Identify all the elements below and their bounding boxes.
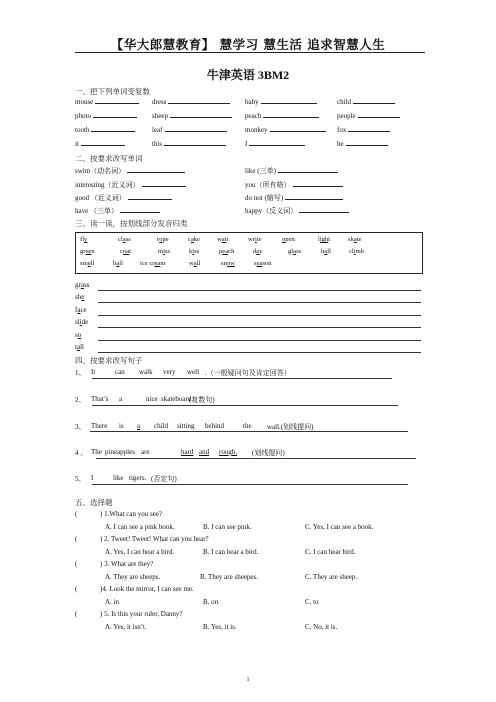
word: dress	[152, 98, 167, 106]
plural-item	[152, 98, 230, 106]
question-text: )4. Look the mirror, I can see me.	[100, 585, 194, 593]
item-number: 5、	[75, 475, 86, 483]
phonics-word-box	[75, 232, 423, 274]
word: it	[75, 140, 79, 148]
option-a[interactable]: A. Yes, it isn’t.	[105, 623, 147, 631]
sort-label: slide	[75, 318, 89, 326]
phonics-word: kiss	[189, 248, 200, 255]
answer-blank[interactable]	[91, 130, 135, 132]
sentence-word: hard	[181, 448, 194, 456]
prompt: swim（动名词）	[75, 167, 126, 175]
prompt: you（所有格）	[245, 181, 291, 189]
rewrite-item	[245, 193, 343, 203]
answer-blank[interactable]	[165, 130, 227, 132]
word: child	[337, 98, 351, 106]
page-number: 1	[246, 677, 250, 683]
word: fox	[337, 126, 347, 134]
phonics-word: green	[80, 248, 95, 255]
section-5-heading: 五、选择题	[75, 498, 113, 507]
answer-blank[interactable]	[358, 116, 400, 118]
word: people	[337, 112, 356, 120]
phonics-word: fly	[80, 236, 88, 243]
sentence-word: wall.(划线提问)	[267, 423, 314, 431]
answer-blank[interactable]	[270, 130, 326, 132]
item-number: 4 、	[75, 449, 88, 457]
option-b[interactable]: B. I can hear a bird.	[203, 548, 259, 556]
prompt: like (三单)	[245, 167, 276, 175]
sentence-word: .（一般疑问句及肯定回答）	[205, 369, 291, 377]
phonics-word: coat	[120, 248, 132, 255]
answer-line[interactable]	[90, 431, 408, 432]
phonics-word: wall	[189, 260, 201, 267]
sentence-word: (划线提问)	[252, 449, 285, 457]
answer-line[interactable]	[92, 378, 392, 379]
sentence-item	[75, 448, 425, 458]
sort-answer-line[interactable]	[98, 290, 421, 291]
prompt: good （近义词）	[75, 194, 126, 202]
sentence-word: That’s	[91, 395, 109, 403]
phonics-word: season	[254, 260, 272, 267]
answer-paren[interactable]: (	[75, 535, 78, 543]
sort-answer-line[interactable]	[98, 327, 421, 328]
plural-item	[75, 98, 139, 106]
rewrite-item	[75, 193, 172, 203]
sentence-word: (复数句)	[189, 396, 215, 404]
answer-paren[interactable]: (	[75, 610, 78, 618]
sentence-word: It	[91, 368, 96, 376]
plural-item	[75, 140, 125, 148]
header-rule	[75, 52, 425, 53]
sentence-word: walk	[139, 368, 153, 376]
option-a[interactable]: A. Yes, I can hear a bird.	[105, 548, 175, 556]
word: baby	[245, 98, 259, 106]
option-b[interactable]: B. I can see pink.	[203, 523, 252, 531]
plural-item	[337, 140, 388, 148]
sentence-word: rough.	[219, 448, 238, 456]
rewrite-item	[245, 180, 343, 190]
word: tooth	[75, 126, 90, 134]
rewrite-item	[245, 166, 338, 176]
plural-item	[152, 112, 232, 120]
phonics-word: hall	[321, 248, 331, 255]
answer-blank[interactable]	[127, 171, 185, 173]
sort-answer-line[interactable]	[98, 352, 421, 353]
answer-line[interactable]	[92, 484, 408, 485]
plural-item	[337, 98, 395, 106]
sentence-word: is	[119, 422, 124, 430]
answer-line[interactable]	[96, 458, 416, 459]
prompt: do not (缩写)	[245, 194, 284, 202]
option-b[interactable]: B. on	[203, 598, 219, 606]
answer-blank[interactable]	[120, 211, 160, 213]
word: mouse	[75, 98, 94, 106]
sentence-word: well	[187, 368, 200, 376]
sentence-item	[75, 395, 425, 405]
sentence-word: a	[119, 395, 123, 403]
answer-blank[interactable]	[81, 144, 125, 146]
phonics-word: class	[118, 236, 131, 243]
phonics-word: ice cream	[140, 260, 166, 267]
phonics-word: light	[318, 236, 331, 243]
answer-blank[interactable]	[285, 198, 343, 200]
question-text: ) 5. Is this your ruler, Danny?	[100, 610, 183, 618]
phonics-word: cake	[188, 236, 201, 243]
sentence-word: nice	[146, 395, 158, 403]
sentence-word: There	[91, 422, 108, 430]
phonics-word: wait	[217, 236, 229, 243]
plural-item	[75, 112, 137, 120]
sort-answer-line[interactable]	[98, 340, 421, 341]
answer-paren[interactable]: (	[75, 510, 78, 518]
plural-item	[152, 126, 227, 134]
sentence-word: sitting	[177, 422, 195, 430]
plural-item	[152, 140, 226, 148]
page-title: 牛津英语 3BM2	[206, 68, 290, 82]
word: leaf	[152, 126, 163, 134]
sort-label: tall	[75, 343, 84, 351]
plural-item	[337, 126, 390, 134]
prompt: happy（反义词）	[245, 207, 298, 215]
sort-label: she	[75, 293, 85, 301]
phonics-word: day	[253, 248, 263, 255]
sort-answer-line[interactable]	[98, 315, 421, 316]
plural-item	[245, 140, 305, 148]
phonics-word: snow	[221, 260, 235, 267]
answer-blank[interactable]	[168, 102, 230, 104]
sort-label: grass	[75, 281, 90, 289]
sort-label: so	[75, 331, 82, 339]
option-b[interactable]: B. Yes, it is.	[203, 623, 237, 631]
sentence-word: behind	[205, 422, 225, 430]
plural-item	[245, 98, 317, 106]
option-c[interactable]: C. I can hear bird.	[305, 548, 356, 556]
rewrite-item	[75, 180, 186, 190]
plural-item	[75, 126, 135, 134]
sort-answer-line[interactable]	[98, 302, 421, 303]
phonics-word: miss	[158, 248, 171, 255]
sentence-word: and	[199, 448, 210, 456]
sentence-word: can	[115, 368, 125, 376]
word: this	[152, 140, 163, 148]
answer-blank[interactable]	[261, 102, 317, 104]
answer-blank[interactable]	[278, 171, 338, 173]
rewrite-item	[245, 206, 349, 216]
answer-blank[interactable]	[95, 102, 139, 104]
answer-blank[interactable]	[142, 185, 186, 187]
sentence-word: are	[141, 448, 150, 456]
section-3-heading: 三、读一读，按划线部分发音归类	[75, 219, 188, 228]
plural-item	[245, 112, 319, 120]
answer-blank[interactable]	[164, 144, 226, 146]
sentence-word: (否定句)	[151, 475, 177, 483]
phonics-word: open	[282, 236, 295, 243]
sentence-item	[75, 368, 425, 378]
word: photo	[75, 112, 91, 120]
sentence-word: pineapples	[105, 448, 135, 456]
phonics-word: glass	[288, 248, 302, 255]
option-c[interactable]: C. No, it is.	[305, 623, 338, 631]
option-c[interactable]: C. to	[305, 598, 319, 606]
phonics-word: write	[248, 236, 262, 243]
option-a[interactable]: A. They are sheeps.	[105, 573, 161, 581]
answer-blank[interactable]	[249, 144, 305, 146]
rewrite-item	[75, 206, 160, 216]
sentence-word: child	[154, 422, 168, 430]
answer-blank[interactable]	[263, 116, 319, 118]
sentence-word: like	[113, 474, 124, 482]
sentence-item	[75, 474, 425, 484]
word: sheep	[152, 112, 168, 120]
sentence-word: I	[91, 474, 94, 482]
answer-paren[interactable]: (	[75, 560, 78, 568]
option-b[interactable]: B. They are sheepes.	[200, 573, 258, 581]
word: I	[245, 140, 248, 148]
answer-blank[interactable]	[346, 144, 388, 146]
answer-blank[interactable]	[299, 211, 349, 213]
phonics-word: peach	[219, 248, 235, 255]
item-number: 2、	[75, 396, 86, 404]
sentence-word: skateboard.	[161, 395, 194, 403]
rewrite-item	[75, 166, 185, 176]
option-c[interactable]: C. Yes, I can see a book.	[305, 523, 374, 531]
answer-blank[interactable]	[293, 185, 343, 187]
answer-blank[interactable]	[170, 116, 232, 118]
phonics-word: smell	[80, 260, 95, 267]
prompt: have （三单）	[75, 207, 118, 215]
answer-line[interactable]	[92, 405, 398, 406]
option-c[interactable]: C. They are sheep.	[305, 573, 358, 581]
item-number: 3、	[75, 423, 86, 431]
section-2-heading: 二、按要求改写单词	[75, 154, 143, 163]
section-1-heading: 一、把下列单词变复数	[75, 87, 150, 96]
sentence-word: a	[137, 422, 141, 430]
phonics-word: rope	[157, 236, 169, 243]
question-text: ) 1.What can you see?	[100, 510, 162, 518]
option-a[interactable]: A. in	[105, 598, 119, 606]
sentence-word: very	[163, 368, 176, 376]
option-a[interactable]: A. I can see a pink book.	[105, 523, 175, 531]
sentence-word: tigers.	[129, 474, 147, 482]
answer-paren[interactable]: (	[75, 585, 78, 593]
question-text: ) 2. Tweet! Tweet! What can you hear?	[100, 535, 209, 543]
sentence-word: The	[91, 448, 102, 456]
answer-blank[interactable]	[128, 198, 172, 200]
phonics-word: climb	[349, 248, 365, 255]
word: he	[337, 140, 344, 148]
phonics-word: ball	[113, 260, 123, 267]
word: monkey	[245, 126, 268, 134]
phonics-word: skate	[348, 236, 362, 243]
plural-item	[337, 112, 400, 120]
word: peach	[245, 112, 262, 120]
answer-blank[interactable]	[353, 102, 395, 104]
page-header: 【华大郎慧教育】 慧学习 慧生活 追求智慧人生	[110, 37, 386, 52]
plural-item	[245, 126, 326, 134]
prompt: interesting（近义词）	[75, 181, 140, 189]
sentence-word: the	[243, 422, 252, 430]
item-number: 1、	[75, 369, 86, 377]
section-4-heading: 四、按要求改写句子	[75, 356, 143, 365]
answer-blank[interactable]	[348, 130, 390, 132]
question-text: ) 3. What are they?	[100, 560, 154, 568]
sort-label: face	[75, 306, 87, 314]
answer-blank[interactable]	[93, 116, 137, 118]
